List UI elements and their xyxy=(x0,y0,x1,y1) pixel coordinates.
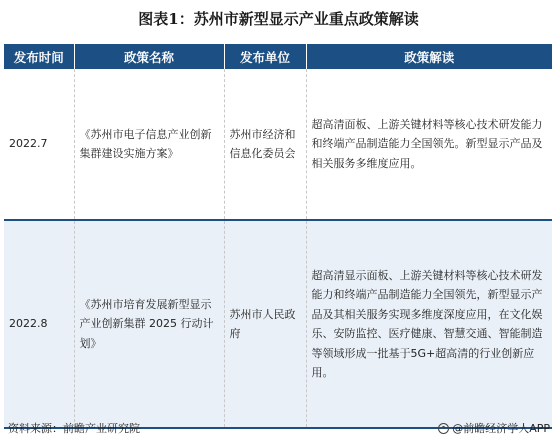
cell-policy-name: 《苏州市培育发展新型显示产业创新集群 2025 行动计划》 xyxy=(74,220,224,428)
cell-policy-name: 《苏州市电子信息产业创新集群建设实施方案》 xyxy=(74,69,224,220)
table-row xyxy=(4,69,552,220)
header-date: 发布时间 xyxy=(4,44,74,69)
cell-date: 2022.7 xyxy=(4,69,74,220)
header-interpretation: 政策解读 xyxy=(306,44,552,69)
cell-issuer: 苏州市人民政府 xyxy=(224,220,306,428)
cell-date: 2022.8 xyxy=(4,220,74,428)
cell-issuer: 苏州市经济和信息化委员会 xyxy=(224,69,306,220)
brand-label: @前瞻经济学人APP xyxy=(452,422,550,435)
table-row xyxy=(4,220,552,428)
table-header-row xyxy=(4,44,552,69)
header-policy-name: 政策名称 xyxy=(74,44,224,69)
page-title: 图表1：苏州市新型显示产业重点政策解读 xyxy=(138,10,419,28)
brand-credit xyxy=(438,420,550,436)
footer xyxy=(4,418,552,438)
cell-interpretation: 超高清显示面板、上游关键材料等核心技术研发能力和终端产品制造能力全国领先，新型显示产品及其相关服务实现多维度深度应用，在文化娱乐、安防监控、医疗健康、智慧交通、智能制造等领域形成一批基于5G+超高清的行业创新应用。 xyxy=(306,220,552,428)
cell-interpretation: 超高清面板、上游关键材料等核心技术研发能力和终端产品制造能力全国领先。新型显示产品及相关服务多维度应用。 xyxy=(306,69,552,220)
header-issuer: 发布单位 xyxy=(224,44,306,69)
circle-logo-icon xyxy=(438,423,449,434)
policy-table xyxy=(4,44,552,429)
source-note: 资料来源：前瞻产业研究院 xyxy=(8,422,140,435)
